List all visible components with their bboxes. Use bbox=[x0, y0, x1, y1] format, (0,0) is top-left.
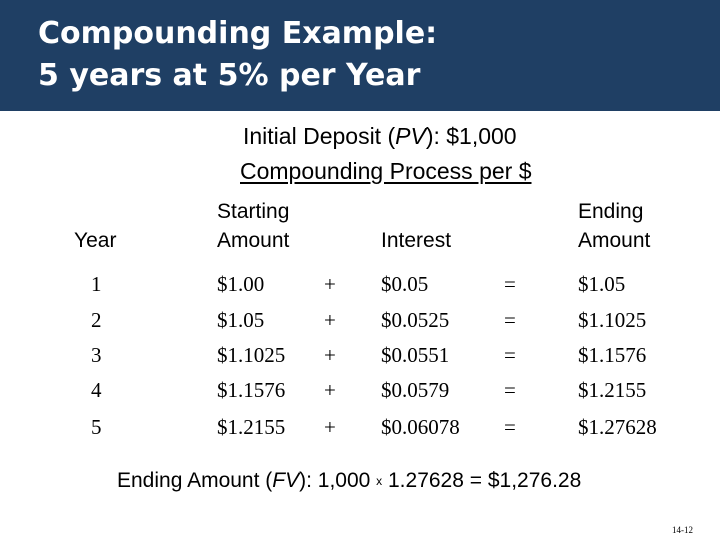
initial-deposit-text bbox=[243, 122, 517, 150]
row-ending-amount: $1.05 bbox=[578, 272, 626, 296]
row-interest: $0.0551 bbox=[381, 343, 450, 367]
row-year: 3 bbox=[91, 343, 102, 367]
row-interest: $0.0525 bbox=[381, 308, 450, 332]
multiply-sign: x bbox=[376, 474, 383, 488]
row-interest: $0.0579 bbox=[381, 378, 450, 402]
pv-variable: PV bbox=[395, 123, 426, 149]
initial-deposit-label: Initial Deposit ( bbox=[243, 123, 396, 149]
plus-sign: + bbox=[324, 378, 336, 402]
row-ending-amount: $1.2155 bbox=[578, 378, 647, 402]
header-ending-line-1: Ending bbox=[578, 200, 644, 223]
row-ending-amount: $1.27628 bbox=[578, 415, 657, 439]
row-ending-amount: $1.1025 bbox=[578, 308, 647, 332]
equals-sign: = bbox=[504, 308, 516, 332]
equals-sign: = bbox=[504, 378, 516, 402]
equals-sign: = bbox=[504, 415, 516, 439]
table-row bbox=[0, 305, 720, 335]
formula-principal: ): 1,000 bbox=[299, 469, 377, 492]
plus-sign: + bbox=[324, 343, 336, 367]
header-starting-line-1: Starting bbox=[217, 200, 290, 223]
formula-result: 1.27628 = $1,276.28 bbox=[382, 469, 582, 492]
initial-deposit-value: ): $1,000 bbox=[425, 123, 517, 149]
table-row bbox=[0, 340, 720, 370]
slide-title-line-1: Compounding Example: bbox=[38, 16, 438, 51]
row-year: 4 bbox=[91, 378, 102, 402]
row-starting-amount: $1.2155 bbox=[217, 415, 286, 439]
row-year: 5 bbox=[91, 415, 102, 439]
ending-amount-formula bbox=[117, 466, 581, 496]
equals-sign: = bbox=[504, 272, 516, 296]
row-ending-amount: $1.1576 bbox=[578, 343, 647, 367]
row-starting-amount: $1.00 bbox=[217, 272, 265, 296]
equals-sign: = bbox=[504, 343, 516, 367]
row-interest: $0.05 bbox=[381, 272, 429, 296]
page-number: 14-12 bbox=[672, 525, 693, 535]
header-ending-line-2: Amount bbox=[578, 229, 651, 252]
title-band bbox=[0, 0, 720, 111]
plus-sign: + bbox=[324, 308, 336, 332]
table-row bbox=[0, 269, 720, 299]
formula-label: Ending Amount ( bbox=[117, 469, 273, 492]
plus-sign: + bbox=[324, 272, 336, 296]
compounding-process-heading: Compounding Process per $ bbox=[240, 158, 532, 184]
header-interest: Interest bbox=[381, 229, 452, 252]
row-starting-amount: $1.1576 bbox=[217, 378, 286, 402]
row-year: 2 bbox=[91, 308, 102, 332]
row-year: 1 bbox=[91, 272, 102, 296]
row-starting-amount: $1.05 bbox=[217, 308, 265, 332]
row-starting-amount: $1.1025 bbox=[217, 343, 286, 367]
header-starting-line-2: Amount bbox=[217, 229, 290, 252]
fv-variable: FV bbox=[272, 469, 300, 492]
table-row bbox=[0, 412, 720, 442]
row-interest: $0.06078 bbox=[381, 415, 460, 439]
plus-sign: + bbox=[324, 415, 336, 439]
header-year: Year bbox=[74, 229, 117, 252]
slide-title-line-2: 5 years at 5% per Year bbox=[38, 58, 421, 93]
table-row bbox=[0, 375, 720, 405]
